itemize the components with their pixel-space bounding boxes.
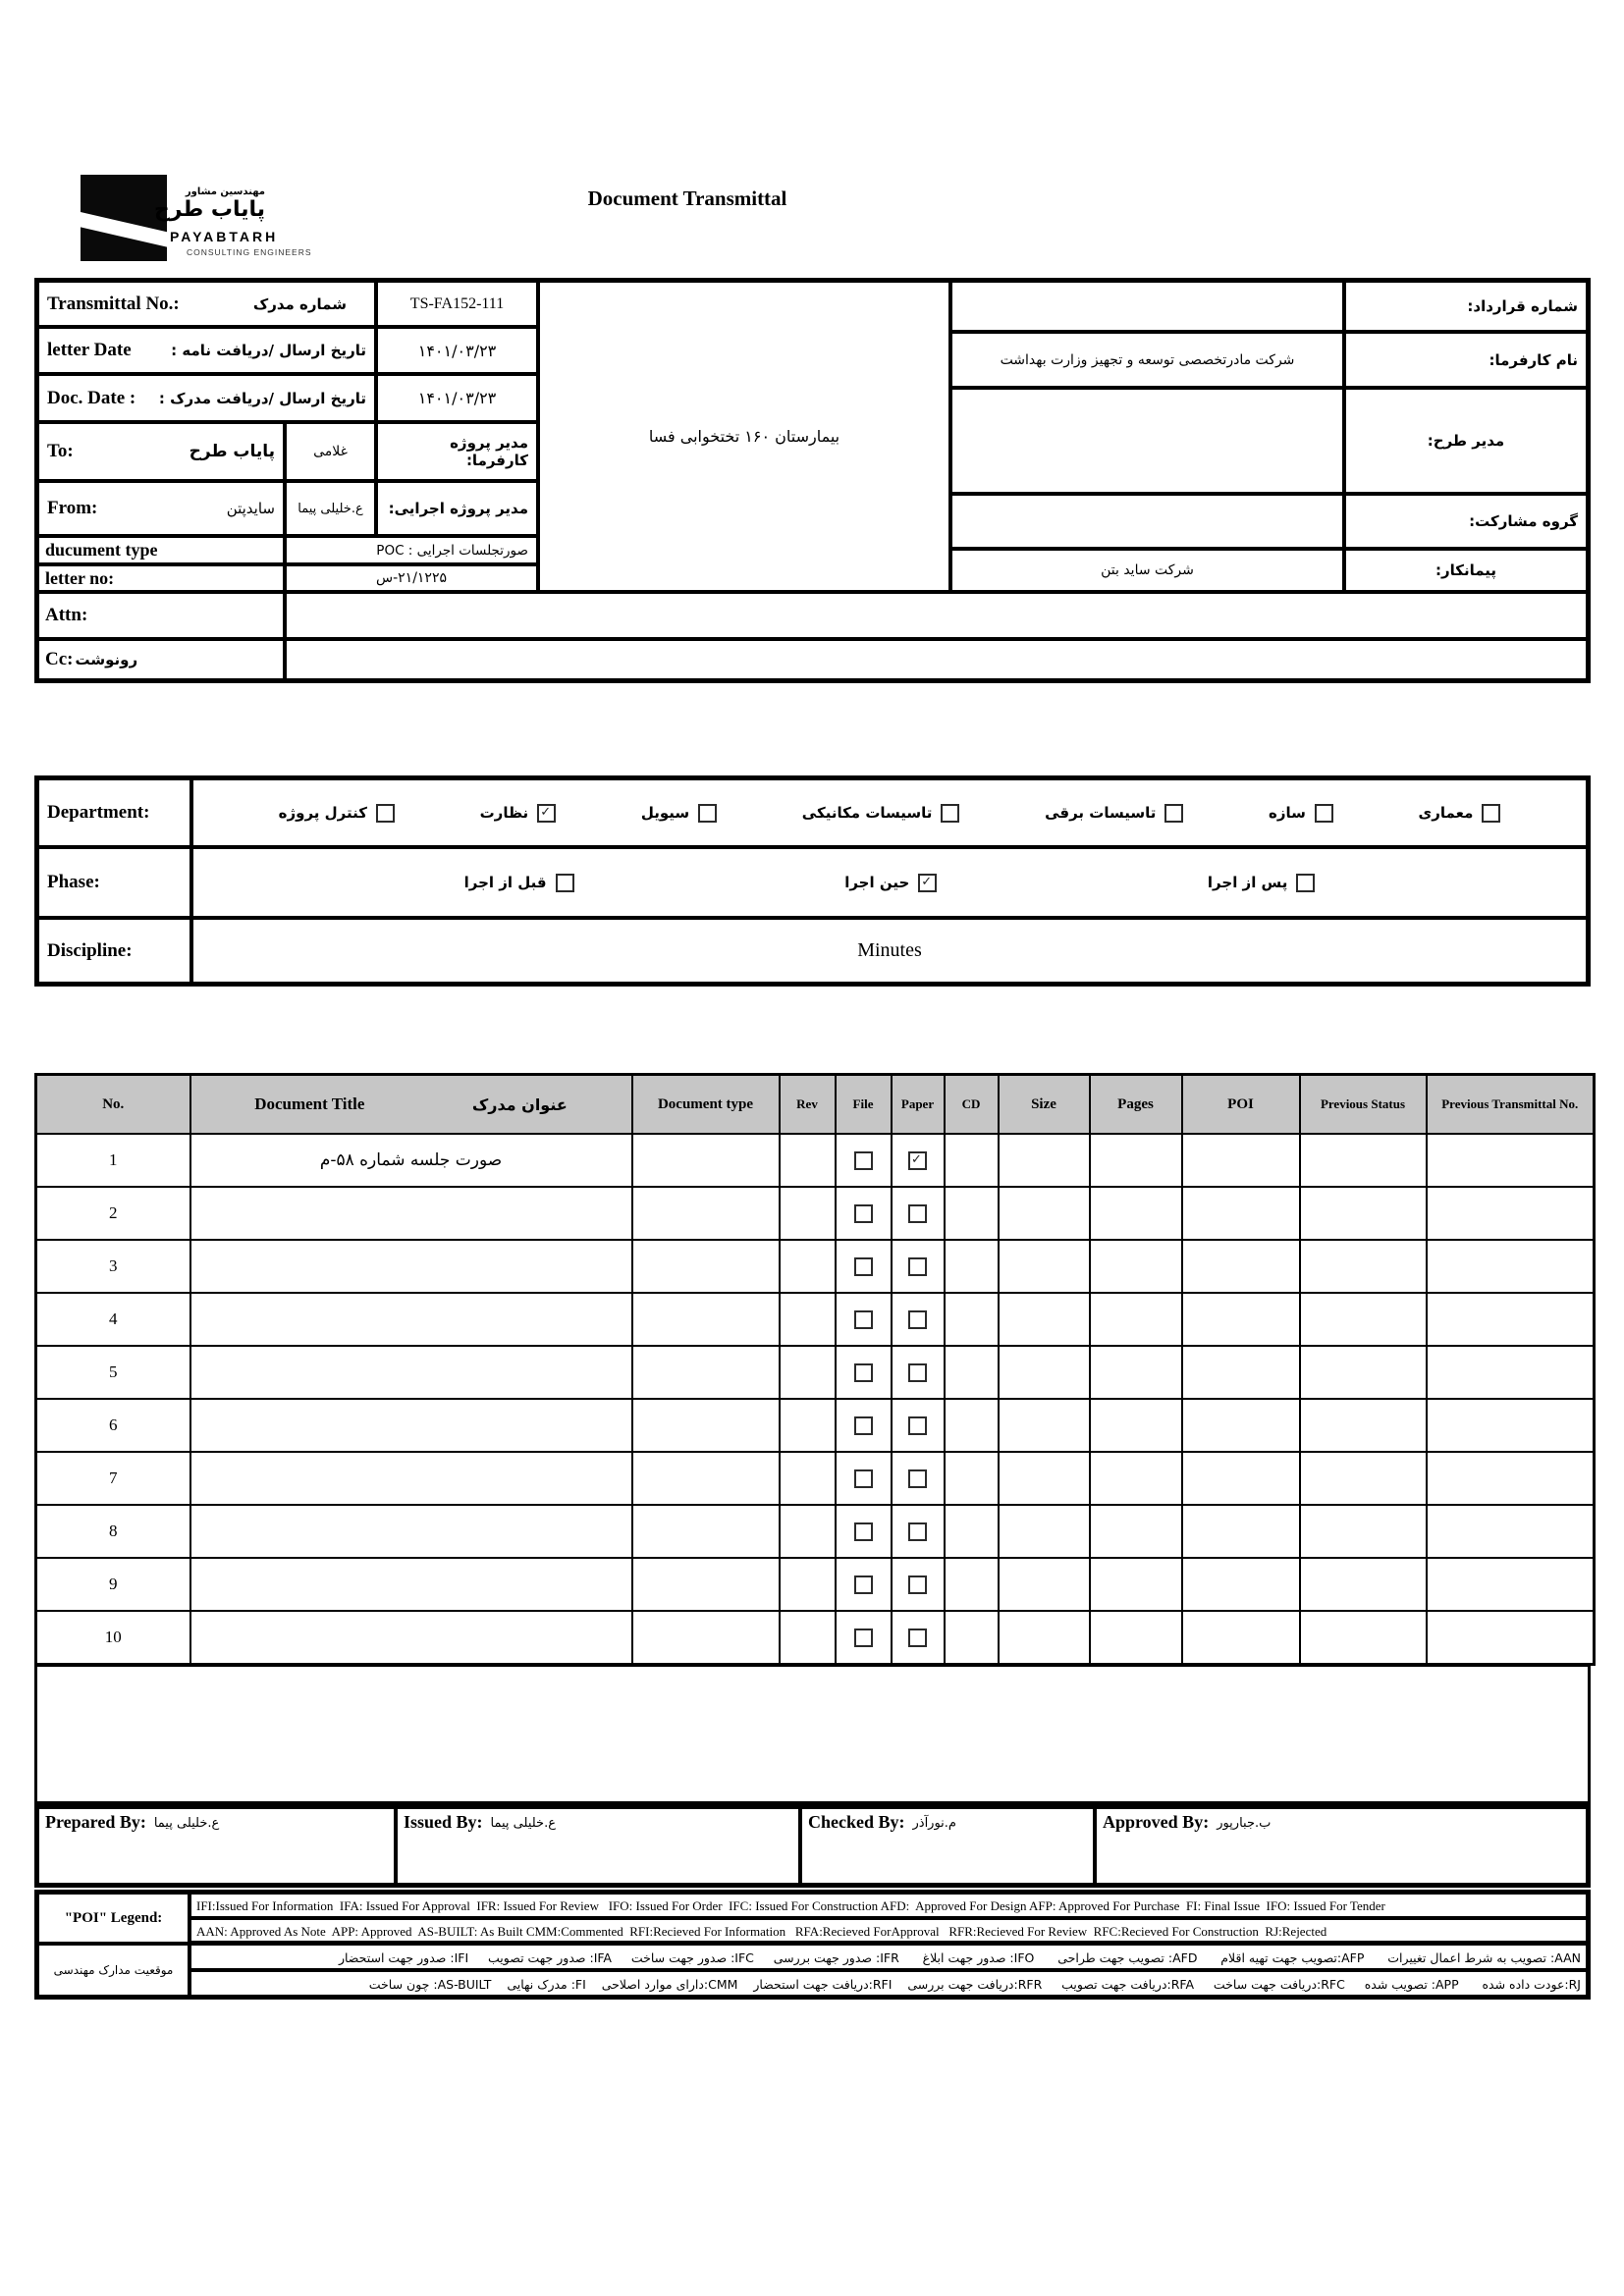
table-row [36, 1505, 1595, 1558]
row-no: 9 [36, 1558, 190, 1611]
dept-project-control-checkbox[interactable] [376, 804, 395, 823]
paper-cell [892, 1293, 945, 1346]
legend-en-row-2: AAN: Approved As Note APP: Approved AS-BUILT: As Built CMM:Commented RFI:Recieved For Information RFA:Recieved ForApproval RFR:Recieved For Review RFC:Recieved For Construction RJ:Rejected [189, 1918, 1588, 1944]
checked-by-cell [800, 1807, 1095, 1885]
paper-cell [892, 1558, 945, 1611]
discipline-label: Discipline: [37, 918, 191, 984]
paper-checkbox[interactable] [908, 1575, 927, 1594]
row-no: 1 [36, 1134, 190, 1187]
col-rev-header: Rev [780, 1075, 836, 1135]
file-cell [836, 1346, 892, 1399]
logo-fa-name: پایاب طرح [153, 197, 265, 222]
table-row [36, 1187, 1595, 1240]
department-options [191, 778, 1588, 847]
table-row [36, 1452, 1595, 1505]
department-label: Department: [37, 778, 191, 847]
table-row [36, 1293, 1595, 1346]
jv-group-label: گروه مشارکت: [1344, 494, 1588, 549]
from-role-label: مدیر پروژه اجرایی: [376, 481, 538, 536]
phase-during-checkbox[interactable] [918, 874, 937, 892]
to-value: پایاب طرح [189, 442, 275, 461]
row-title [190, 1293, 632, 1346]
paper-cell [892, 1240, 945, 1293]
row-no: 5 [36, 1346, 190, 1399]
file-checkbox[interactable] [854, 1629, 873, 1647]
paper-checkbox[interactable] [908, 1151, 927, 1170]
paper-checkbox[interactable] [908, 1416, 927, 1435]
file-checkbox[interactable] [854, 1151, 873, 1170]
dept-mechanical-checkbox[interactable] [941, 804, 959, 823]
row-title: صورت جلسه شماره ۵۸-م [190, 1134, 632, 1187]
paper-cell [892, 1134, 945, 1187]
file-cell [836, 1240, 892, 1293]
letter-date-label: letter Date تاریخ ارسال /دریافت نامه : [37, 327, 376, 374]
dept-civil-checkbox[interactable] [698, 804, 717, 823]
row-title [190, 1240, 632, 1293]
approved-by-cell [1095, 1807, 1588, 1885]
transmittal-no-value: TS-FA152-111 [376, 281, 538, 327]
row-no: 4 [36, 1293, 190, 1346]
file-checkbox[interactable] [854, 1575, 873, 1594]
row-no: 8 [36, 1505, 190, 1558]
transmittal-no-label: Transmittal No.: شماره مدرک [37, 281, 376, 327]
table-row [36, 1134, 1595, 1187]
file-cell [836, 1187, 892, 1240]
file-cell [836, 1611, 892, 1665]
row-no: 10 [36, 1611, 190, 1665]
contract-no-label: شماره قرارداد: [1344, 281, 1588, 332]
table-row [36, 1346, 1595, 1399]
dept-structure-option: سازه [1269, 804, 1333, 823]
document-type-value: صورتجلسات اجرایی : POC [285, 536, 538, 564]
transmittal-info-table [34, 278, 1591, 683]
col-size-header: Size [999, 1075, 1090, 1135]
row-title [190, 1346, 632, 1399]
classification-table [34, 775, 1591, 987]
paper-cell [892, 1505, 945, 1558]
table-row [36, 1240, 1595, 1293]
paper-checkbox[interactable] [908, 1522, 927, 1541]
design-manager-value [950, 388, 1344, 494]
project-title: بیمارستان ۱۶۰ تختخوابی فسا [538, 281, 950, 592]
phase-label: Phase: [37, 847, 191, 918]
file-cell [836, 1134, 892, 1187]
col-cd-header: CD [945, 1075, 999, 1135]
phase-after-option: پس از اجرا [1208, 874, 1315, 892]
row-title [190, 1505, 632, 1558]
remarks-area [34, 1664, 1591, 1804]
file-cell [836, 1505, 892, 1558]
attn-value [285, 592, 1588, 639]
row-title [190, 1558, 632, 1611]
row-title [190, 1611, 632, 1665]
signatures-row [34, 1804, 1591, 1888]
phase-before-option: قبل از اجرا [464, 874, 574, 892]
dept-supervision-checkbox[interactable] [537, 804, 556, 823]
col-no-header: No. [36, 1075, 190, 1135]
dept-architecture-option: معماری [1419, 804, 1501, 823]
letter-date-value: ۱۴۰۱/۰۳/۲۳ [376, 327, 538, 374]
page-title: Document Transmittal [587, 187, 787, 210]
row-no: 7 [36, 1452, 190, 1505]
dept-civil-option: سیویل [641, 804, 717, 823]
paper-cell [892, 1611, 945, 1665]
dept-electrical-option: تاسیسات برقی [1045, 804, 1183, 823]
letter-no-label: letter no: [37, 564, 285, 592]
document-type-label: ducument type [37, 536, 285, 564]
prepared-by-label: Prepared By: [45, 1812, 146, 1832]
logo-en-subtitle: CONSULTING ENGINEERS [187, 247, 312, 257]
contract-no-value [950, 281, 1344, 332]
row-title [190, 1187, 632, 1240]
file-checkbox[interactable] [854, 1416, 873, 1435]
col-file-header: File [836, 1075, 892, 1135]
issued-by-label: Issued By: [404, 1812, 483, 1832]
contractor-value: شرکت ساید بتن [950, 549, 1344, 592]
file-checkbox[interactable] [854, 1363, 873, 1382]
file-cell [836, 1293, 892, 1346]
to-field: To: پایاب طرح [37, 422, 285, 481]
paper-checkbox[interactable] [908, 1257, 927, 1276]
file-checkbox[interactable] [854, 1204, 873, 1223]
approved-by-label: Approved By: [1103, 1812, 1210, 1832]
dept-architecture-checkbox[interactable] [1482, 804, 1500, 823]
file-cell [836, 1558, 892, 1611]
row-no: 3 [36, 1240, 190, 1293]
to-person: غلامی [285, 422, 376, 481]
col-poi-header: POI [1182, 1075, 1300, 1135]
phase-before-checkbox[interactable] [556, 874, 574, 892]
table-row [36, 1399, 1595, 1452]
checked-by-value: م.نورآذر [912, 1816, 956, 1831]
file-checkbox[interactable] [854, 1522, 873, 1541]
documents-header-row [36, 1075, 1595, 1135]
contractor-label: پیمانکار: [1344, 549, 1588, 592]
legend-fa-row-2: RJ:عودت داده شده APP: تصویب شده RFC:دریافت جهت ساخت RFA:دریافت جهت تصویب RFR:دریافت جهت بررسی RFI:دریافت جهت استحضار CMM:دارای موارد اصلاحی FI: مدرک نهایی AS-BUILT: چون ساخت [189, 1970, 1588, 1997]
dept-structure-checkbox[interactable] [1315, 804, 1333, 823]
cc-value [285, 639, 1588, 680]
poi-legend-label: "POI" Legend: [37, 1893, 189, 1944]
dept-project-control-option: کنترل پروژه [279, 804, 395, 823]
documents-table [34, 1073, 1596, 1666]
col-prev-transmittal-header: Previous Transmittal No. [1427, 1075, 1595, 1135]
phase-options [191, 847, 1588, 918]
paper-checkbox[interactable] [908, 1469, 927, 1488]
legend-fa-row-1: AAN: تصویب به شرط اعمال تغییرات AFP:تصویب جهت تهیه اقلام AFD: تصویب جهت طراحی IFO: صدور جهت ابلاغ IFR: صدور جهت بررسی IFC: صدور جهت ساخت IFA: صدور جهت تصویب IFI: صدور جهت استحضار [189, 1944, 1588, 1970]
dept-mechanical-option: تاسیسات مکانیکی [802, 804, 960, 823]
legend-fa-label: موقعیت مدارک مهندسی [37, 1944, 189, 1997]
col-paper-header: Paper [892, 1075, 945, 1135]
from-field: From: سایدپتن [37, 481, 285, 536]
design-manager-label: مدیر طرح: [1344, 388, 1588, 494]
file-checkbox[interactable] [854, 1469, 873, 1488]
paper-cell [892, 1452, 945, 1505]
dept-electrical-checkbox[interactable] [1164, 804, 1183, 823]
employer-label: نام کارفرما: [1344, 332, 1588, 388]
row-title [190, 1452, 632, 1505]
phase-after-checkbox[interactable] [1296, 874, 1315, 892]
cc-label-fa: رونوشت [75, 651, 138, 668]
file-checkbox[interactable] [854, 1257, 873, 1276]
doc-date-value: ۱۴۰۱/۰۳/۲۳ [376, 374, 538, 422]
dept-supervision-option: ✓ نظارت [480, 804, 557, 823]
row-no: 2 [36, 1187, 190, 1240]
from-value: سایدپتن [226, 500, 275, 517]
legend-en-row-1: IFI:Issued For Information IFA: Issued For Approval IFR: Issued For Review IFO: Issued For Order IFC: Issued For Construction AFD: Approved For Design AFP: Approved For Purchase FI: Final Issue IFO: Issued For Tender [189, 1893, 1588, 1918]
cc-field: Cc: رونوشت [37, 639, 285, 680]
from-person: ع.خلیلی پیما [285, 481, 376, 536]
col-prev-status-header: Previous Status [1300, 1075, 1427, 1135]
employer-value: شرکت مادرتخصصی توسعه و تجهیز وزارت بهداشت [950, 332, 1344, 388]
checked-by-label: Checked By: [808, 1812, 905, 1832]
row-no: 6 [36, 1399, 190, 1452]
file-cell [836, 1399, 892, 1452]
attn-label: Attn: [37, 592, 285, 639]
poi-legend-table [34, 1890, 1591, 2000]
logo-fa-tagline: مهندسین مشاور [185, 187, 265, 197]
prepared-by-cell [37, 1807, 396, 1885]
file-checkbox[interactable] [854, 1310, 873, 1329]
row-title [190, 1399, 632, 1452]
table-row [36, 1611, 1595, 1665]
doc-date-label: Doc. Date : تاریخ ارسال /دریافت مدرک : [37, 374, 376, 422]
phase-during-option: ✓ حین اجرا [844, 874, 937, 892]
to-role-label: مدیر پروژه کارفرما: [376, 422, 538, 481]
paper-checkbox[interactable] [908, 1204, 927, 1223]
issued-by-value: ع.خلیلی پیما [490, 1816, 556, 1831]
col-pages-header: Pages [1090, 1075, 1182, 1135]
approved-by-value: ب.جبارپور [1217, 1816, 1272, 1831]
col-type-header: Document type [632, 1075, 780, 1135]
paper-checkbox[interactable] [908, 1363, 927, 1382]
issued-by-cell [396, 1807, 800, 1885]
paper-cell [892, 1399, 945, 1452]
jv-group-value [950, 494, 1344, 549]
paper-cell [892, 1187, 945, 1240]
table-row [36, 1558, 1595, 1611]
file-cell [836, 1452, 892, 1505]
logo-en-name: PAYABTARH [170, 229, 279, 244]
discipline-value: Minutes [191, 918, 1588, 984]
paper-cell [892, 1346, 945, 1399]
letter-no-value: ۲۱/۱۲۲۵-س [285, 564, 538, 592]
paper-checkbox[interactable] [908, 1310, 927, 1329]
prepared-by-value: ع.خلیلی پیما [153, 1816, 220, 1831]
col-title-header: Document Title عنوان مدرک [190, 1075, 632, 1135]
paper-checkbox[interactable] [908, 1629, 927, 1647]
